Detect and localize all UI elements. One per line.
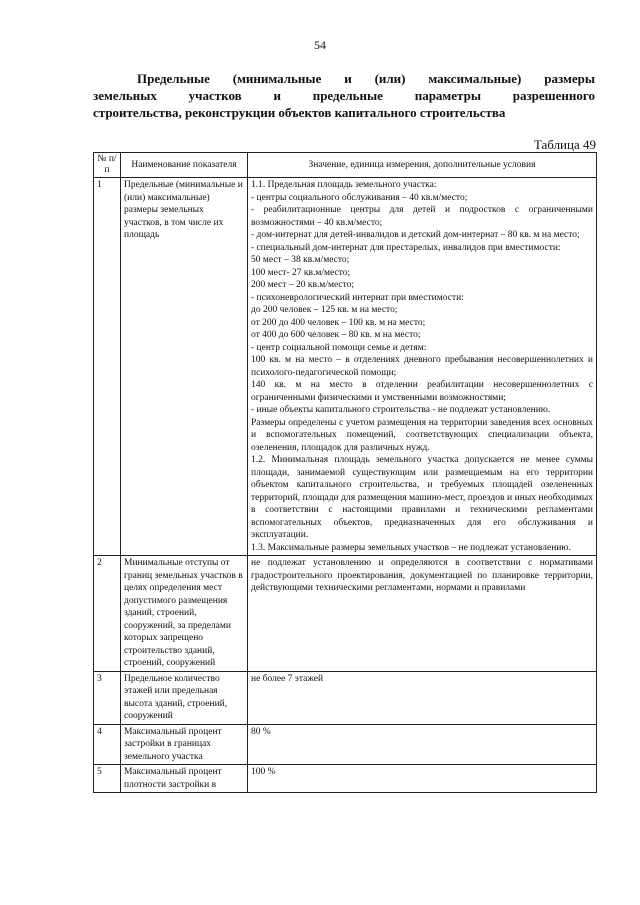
row-name: Максимальный процент застройки в границах земельного участка	[121, 724, 248, 765]
value-line: 140 кв. м на место в отделении реабилитации несовершеннолетних с ограниченными физическими и умственными возможностями;	[251, 380, 593, 403]
value-line: 1.3. Максимальные размеры земельных участков – не подлежат установлению.	[251, 542, 571, 553]
row-value	[248, 556, 597, 672]
header-name: Наименование показателя	[121, 153, 248, 178]
page-number: 54	[314, 38, 326, 52]
value-line: от 200 до 400 человек – 100 кв. м на место;	[251, 317, 426, 328]
table-header-row	[94, 153, 597, 178]
value-line: - центры социального обслуживания – 40 кв.м/место;	[251, 192, 468, 203]
row-value	[248, 671, 597, 724]
value-line: 100 %	[251, 767, 276, 777]
header-value: Значение, единица измерения, дополнительные условия	[248, 153, 597, 178]
table-row	[94, 178, 597, 556]
value-line: от 400 до 600 человек – 80 кв. м на место;	[251, 330, 421, 340]
row-value	[248, 178, 597, 556]
value-line: - дом-интернат для детей-инвалидов и детский дом-интернат – 80 кв. м на место;	[251, 230, 580, 240]
value-line: 50 мест – 38 кв.м/место;	[251, 255, 350, 265]
table-caption: Таблица 49	[533, 137, 596, 152]
value-line: 200 мест – 20 кв.м/место;	[251, 280, 355, 290]
parameters-table	[93, 152, 597, 793]
table-row	[94, 671, 597, 724]
document-title	[93, 70, 595, 121]
value-line: - иные объекты капитального строительства - не подлежат установлению.	[251, 405, 551, 415]
value-line: не более 7 этажей	[251, 673, 324, 684]
row-name: Минимальные отступы от границ земельных участков в целях определения мест допустимого размещения зданий, строений, сооружений, за пределами которых запрещено строительство зданий, строений, сооружений	[121, 556, 248, 672]
value-line: до 200 человек – 125 кв. м на место;	[251, 305, 398, 315]
header-num: № п/п	[94, 153, 121, 178]
title-line-2: земельных участков и предельные параметры разрешенного	[93, 88, 595, 103]
value-line: - реабилитационные центры для детей и подростков с ограниченными возможностями – 40 кв.м/место;	[251, 205, 593, 228]
row-num: 4	[94, 724, 121, 765]
table-row	[94, 556, 597, 672]
value-line: 1.2. Минимальная площадь земельного участка допускается не менее суммы площади, занимаемой существующим или размещаемым на его территории объектом капитального строительства, и требуемых площадей озелененных территорий, площади для размещения машино-мест, проездов и иных необходимых в соответствии с настоящими правилами и техническими регламентами вспомогательных объектов, предназначенных для его обслуживания и эксплуатации.	[251, 455, 593, 540]
value-line: - центр социальной помощи семье и детям:	[251, 342, 427, 353]
value-line: - специальный дом-интернат для престарелых, инвалидов при вместимости:	[251, 242, 561, 253]
row-num: 2	[94, 556, 121, 672]
value-line: 1.1. Предельная площадь земельного участка:	[251, 180, 437, 190]
title-line-3: строительства, реконструкции объектов капитального строительства	[93, 105, 506, 120]
row-name: Предельные (минимальные и (или) максимальные) размеры земельных участков, в том числе их площадь	[121, 178, 248, 556]
value-line: Размеры определены с учетом размещения на территории заведения всех основных и вспомогательных помещений, соответствующих специализации объекта, озеленения, площадок для различных нужд.	[251, 417, 593, 453]
value-line: не подлежат установлению и определяются в соответствии с нормативами градостроительного проектирования, документацией по планировке территории, действующими техническими регламентами, нормами и правилами	[251, 558, 593, 593]
row-value	[248, 765, 597, 793]
table-row	[94, 724, 597, 765]
row-value	[248, 724, 597, 765]
value-line: 100 мест- 27 кв.м/место;	[251, 267, 351, 278]
value-line: 100 кв. м на место – в отделениях дневного пребывания несовершеннолетних и психолого-педагогической помощи;	[251, 355, 593, 378]
row-name: Максимальный процент плотности застройки в	[121, 765, 248, 793]
value-line: - психоневрологический интернат при вместимости:	[251, 292, 464, 303]
table-row	[94, 765, 597, 793]
row-num: 5	[94, 765, 121, 793]
row-num: 3	[94, 671, 121, 724]
row-name: Предельное количество этажей или предельная высота зданий, строений, сооружений	[121, 671, 248, 724]
title-line-1: Предельные (минимальные и (или) максимальные) размеры	[137, 71, 595, 86]
row-num: 1	[94, 178, 121, 556]
value-line: 80 %	[251, 726, 271, 737]
